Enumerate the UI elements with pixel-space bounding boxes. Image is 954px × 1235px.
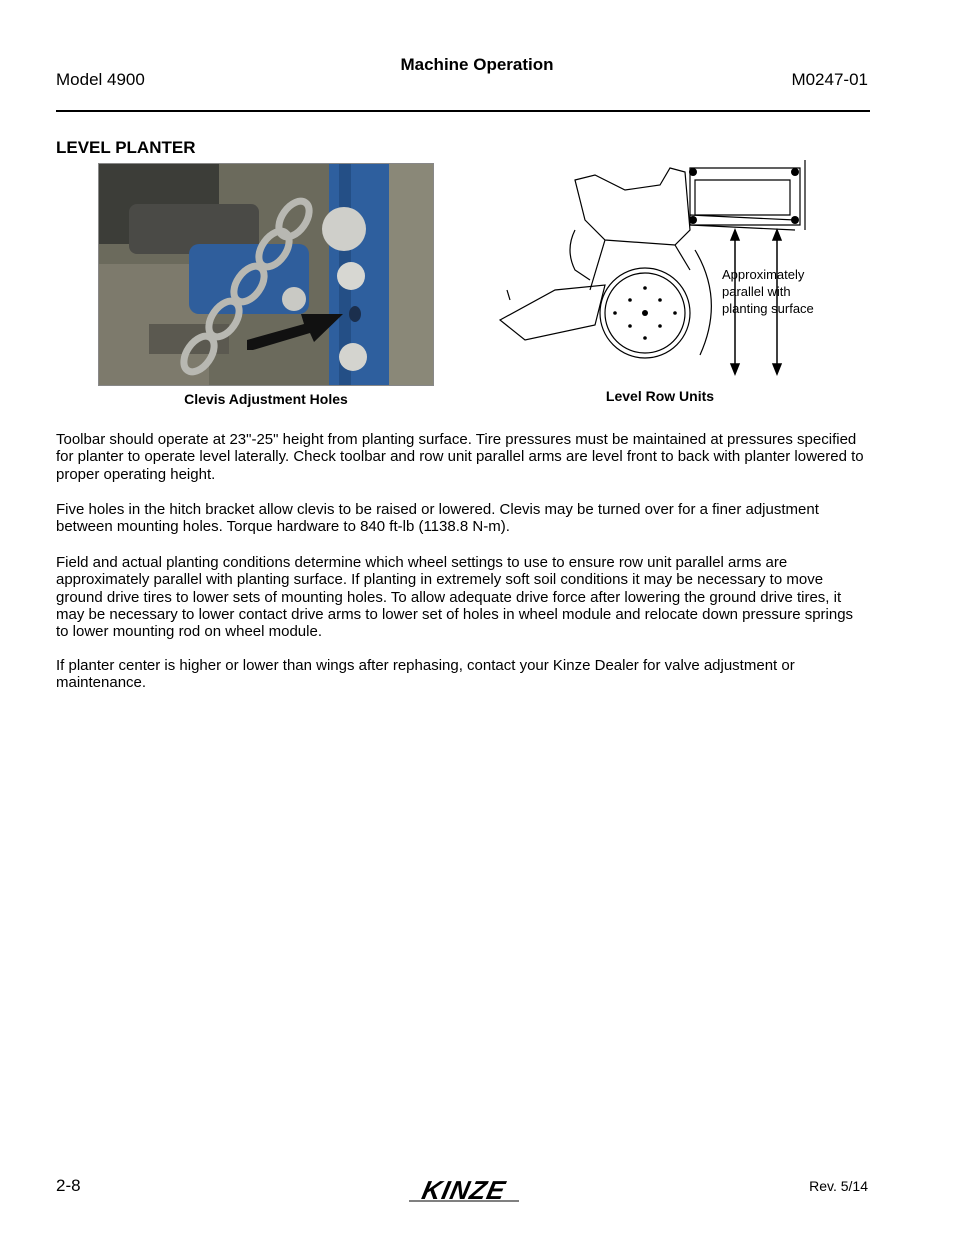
- paragraph-wheel-settings: Field and actual planting conditions determine which wheel settings to use to ensure row unit parallel arms are approximately parallel with planting surface. If planting in extremely soft soil conditions it may be necessary to move ground drive tires to lower sets of mounting holes. To allow adequate drive force after lowering the ground drive tires, it may be necessary to lower contact drive arms to lower set of holes in wheel module and relocate down pressure springs to lower mounting rod on wheel module.: [56, 554, 854, 641]
- section-title: LEVEL PLANTER: [56, 138, 196, 157]
- diagram-annotation-line-3: planting surface: [722, 301, 814, 316]
- header-divider: [56, 110, 870, 112]
- header-doc-number: M0247-01: [791, 70, 868, 89]
- diagram-annotation-line-1: Approximately: [722, 267, 805, 282]
- clevis-photo-illustration: [99, 164, 433, 385]
- clevis-photo: [98, 163, 434, 386]
- header-model: Model 4900: [56, 70, 145, 89]
- page-number: 2-8: [56, 1176, 81, 1195]
- paragraph-dealer-contact: If planter center is higher or lower than wings after rephasing, contact your Kinze Dealer for valve adjustment or maintenance.: [56, 657, 795, 692]
- svg-text:KINZE: KINZE: [419, 1176, 509, 1204]
- photo-caption: Clevis Adjustment Holes: [184, 391, 348, 407]
- diagram-annotation: [722, 266, 832, 317]
- paragraph-toolbar-height: Toolbar should operate at 23"-25" height from planting surface. Tire pressures must be maintained at pressures specified for planter to operate level laterally. Check toolbar and row unit parallel arms are level front to back with planter lowered to proper operating height.: [56, 431, 864, 483]
- kinze-logo: [403, 1176, 523, 1204]
- paragraph-hitch-holes: Five holes in the hitch bracket allow clevis to be raised or lowered. Clevis may be turned over for a finer adjustment between mounting holes. Torque hardware to 840 ft-lb (1138.8 N-m).: [56, 501, 819, 536]
- diagram-caption: Level Row Units: [605, 388, 715, 404]
- diagram-annotation-line-2: parallel with: [722, 284, 791, 299]
- header-section-title: Machine Operation: [400, 55, 554, 74]
- revision-label: Rev. 5/14: [809, 1178, 868, 1194]
